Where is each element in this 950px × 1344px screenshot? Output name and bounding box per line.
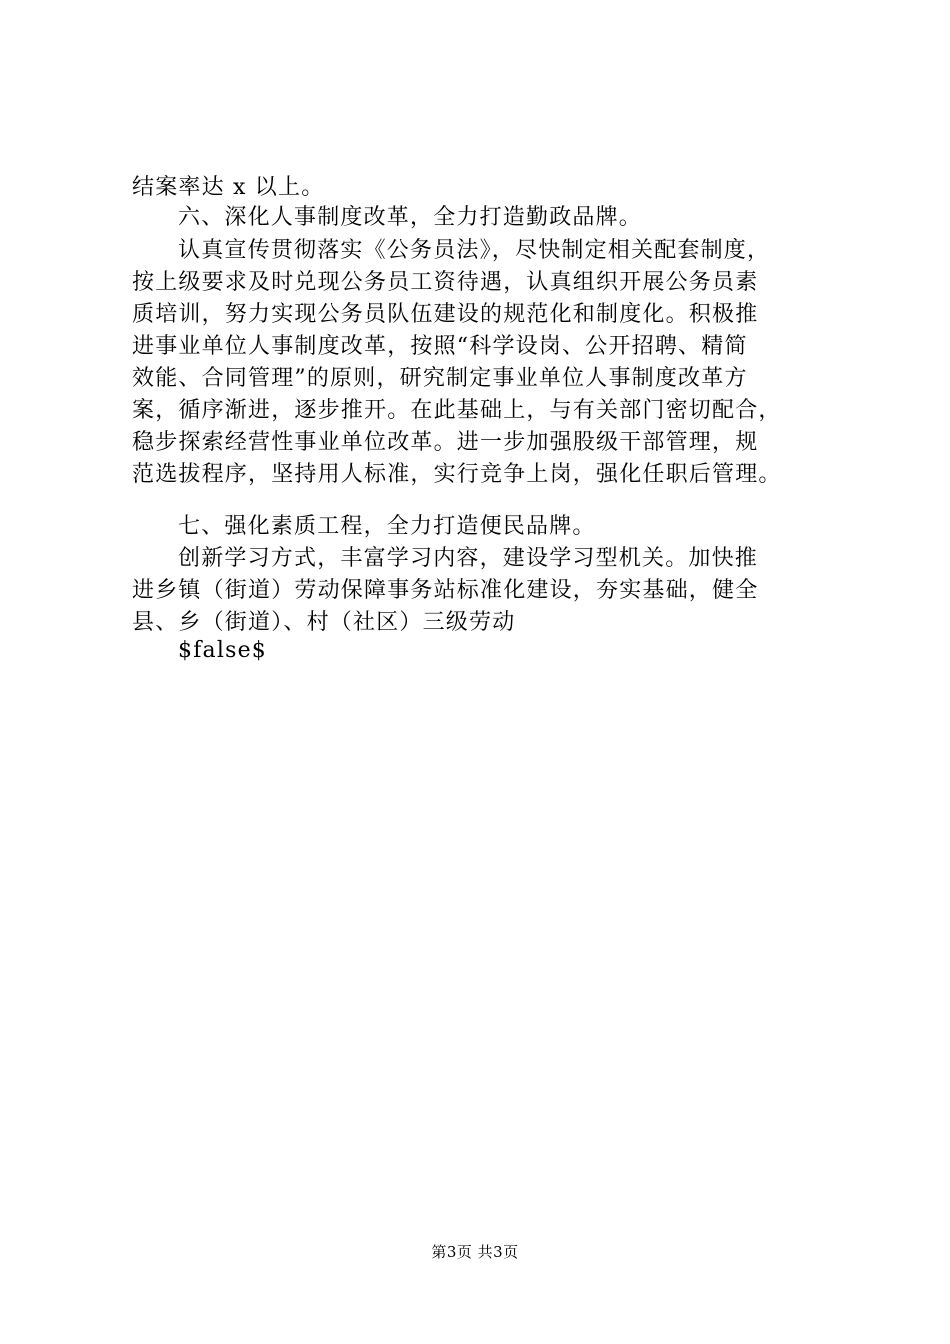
page-number-footer: 第3页 共3页 xyxy=(431,1243,519,1261)
text-line-12: 创新学习方式，丰富学习内容，建设学习型机关。加快推 xyxy=(178,546,759,571)
text-line-6: 进事业单位人事制度改革，按照“科学设岗、公开招聘、精简 xyxy=(132,334,748,359)
text-line-4: 按上级要求及时兑现公务员工资待遇，认真组织开展公务员素 xyxy=(132,270,759,295)
text-line-13: 进乡镇（街道）劳动保障事务站标准化建设，夯实基础，健全 xyxy=(132,578,759,603)
text-line-5: 质培训，努力实现公务员队伍建设的规范化和制度化。积极推 xyxy=(132,302,759,327)
section-heading-7: 七、强化素质工程，全力打造便民品牌。 xyxy=(178,514,596,539)
text-line-10: 范选拔程序，坚持用人标准，实行竞争上岗，强化任职后管理。 xyxy=(132,462,782,487)
text-line-3: 认真宣传贯彻落实《公务员法》，尽快制定相关配套制度， xyxy=(178,238,771,263)
section-heading-6: 六、深化人事制度改革，全力打造勤政品牌。 xyxy=(178,205,643,230)
text-line-8: 案，循序渐进，逐步推开。在此基础上，与有关部门密切配合， xyxy=(132,398,782,423)
text-line-15: $false$ xyxy=(178,638,267,663)
text-line-14: 县、乡（街道）、村（社区）三级劳动 xyxy=(132,610,516,635)
text-line-7: 效能、合同管理”的原则，研究制定事业单位人事制度改革方 xyxy=(132,366,748,391)
text-line-9: 稳步探索经营性事业单位改革。进一步加强股级干部管理，规 xyxy=(132,430,759,455)
text-line-1: 结案率达 x 以上。 xyxy=(132,175,325,200)
